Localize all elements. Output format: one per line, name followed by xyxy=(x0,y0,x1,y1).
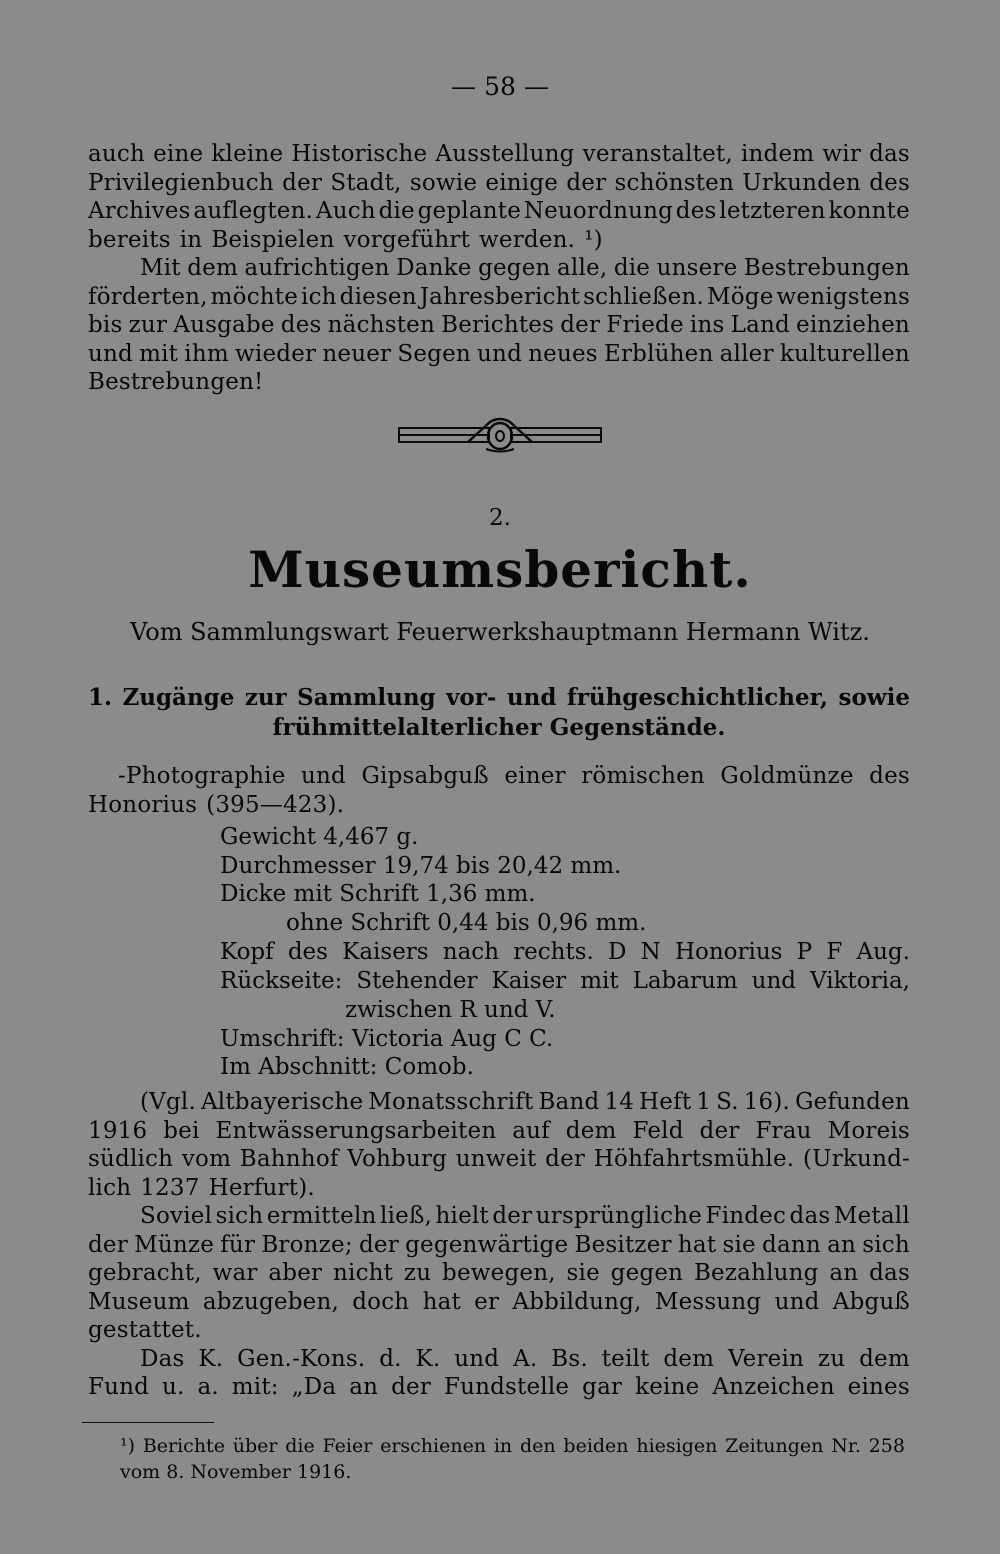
body-line: Das K. Gen.-Kons. d. K. und A. Bs. teilt dem Verein zu dem xyxy=(140,1345,910,1372)
intro-line: bis zur Ausgabe des nächsten Berichtes der Friede ins Land einziehen xyxy=(88,312,910,338)
intro-line: Bestrebungen! xyxy=(88,369,264,395)
footnote-line-1: ¹) Berichte über die Feier erschienen in den beiden hiesigen Zeitungen Nr. 258 xyxy=(120,1435,905,1457)
sub-heading-line-1: 1. Zugänge zur Sammlung vor- und frühgeschichtlicher, sowie xyxy=(88,684,910,711)
sub-heading xyxy=(88,683,910,743)
body-line: Fund u. a. mit: „Da an der Fundstelle gar keine Anzeichen eines xyxy=(88,1374,910,1400)
spec-line: Gewicht 4,467 g. xyxy=(220,824,419,850)
footnote-rule xyxy=(82,1422,214,1423)
body-line: (Vgl. Altbayerische Monatsschrift Band 14 Heft 1 S. 16). Gefunden xyxy=(140,1089,910,1115)
coin-intro-line: -Photographie und Gipsabguß einer römischen Goldmünze des xyxy=(118,763,910,789)
spec-line: Kopf des Kaisers nach rechts. D N Honorius P F Aug. xyxy=(220,939,910,965)
author-line: Vom Sammlungswart Feuerwerkshauptmann Hermann Witz. xyxy=(130,618,870,646)
intro-line: Mit dem aufrichtigen Danke gegen alle, die unsere Bestrebungen xyxy=(140,255,910,281)
intro-line: und mit ihm wieder neuer Segen und neues Erblühen aller kulturellen xyxy=(88,340,910,367)
sub-heading-line-2: frühmittelalterlicher Gegenstände. xyxy=(272,714,726,741)
footnote-line-2: vom 8. November 1916. xyxy=(120,1461,352,1483)
intro-line: auch eine kleine Historische Ausstellung veranstaltet, indem wir das xyxy=(88,141,910,167)
spec-line: ohne Schrift 0,44 bis 0,96 mm. xyxy=(286,910,647,936)
body-paragraphs xyxy=(88,1088,910,1402)
footnote xyxy=(120,1433,905,1485)
section-title: Museumsbericht. xyxy=(248,540,752,599)
spec-line: zwischen R und V. xyxy=(345,997,556,1023)
intro-line: Archives auflegten. Auch die geplante Neuordnung des letzteren konnte xyxy=(88,198,910,224)
intro-line: förderten, möchte ich diesen Jahresbericht schließen. Möge wenigstens xyxy=(88,283,910,310)
spec-line: Rückseite: Stehender Kaiser mit Labarum und Viktoria, xyxy=(220,968,910,994)
spec-line: Dicke mit Schrift 1,36 mm. xyxy=(220,881,536,907)
body-line: 1916 bei Entwässerungsarbeiten auf dem Feld der Frau Moreis xyxy=(88,1117,910,1144)
body-line: Museum abzugeben, doch hat er Abbildung, Messung und Abguß xyxy=(88,1288,910,1315)
body-line: lich 1237 Herfurt). xyxy=(88,1174,315,1201)
spec-line: Umschrift: Victoria Aug C C. xyxy=(220,1026,554,1052)
coin-intro-line: Honorius (395—423). xyxy=(88,791,345,818)
ornament-divider-icon xyxy=(398,416,602,454)
section-number: 2. xyxy=(489,505,511,531)
page-number: — 58 — xyxy=(451,72,549,101)
body-line: südlich vom Bahnhof Vohburg unweit der Höhfahrtsmühle. (Urkund- xyxy=(88,1146,910,1172)
coin-intro xyxy=(88,762,910,819)
spec-line: Im Abschnitt: Comob. xyxy=(220,1054,474,1080)
body-line: Soviel sich ermitteln ließ, hielt der ursprüngliche Findec das Metall xyxy=(140,1203,910,1229)
body-line: gebracht, war aber nicht zu bewegen, sie gegen Bezahlung an das xyxy=(88,1260,910,1286)
body-line: der Münze für Bronze; der gegenwärtige Besitzer hat sie dann an sich xyxy=(88,1231,910,1258)
spec-line: Durchmesser 19,74 bis 20,42 mm. xyxy=(220,853,622,879)
body-line: gestattet. xyxy=(88,1317,202,1343)
intro-paragraphs xyxy=(88,140,910,397)
intro-line: Privilegienbuch der Stadt, sowie einige der schönsten Urkunden des xyxy=(88,169,910,196)
intro-line: bereits in Beispielen vorgeführt werden. ¹) xyxy=(88,226,603,253)
